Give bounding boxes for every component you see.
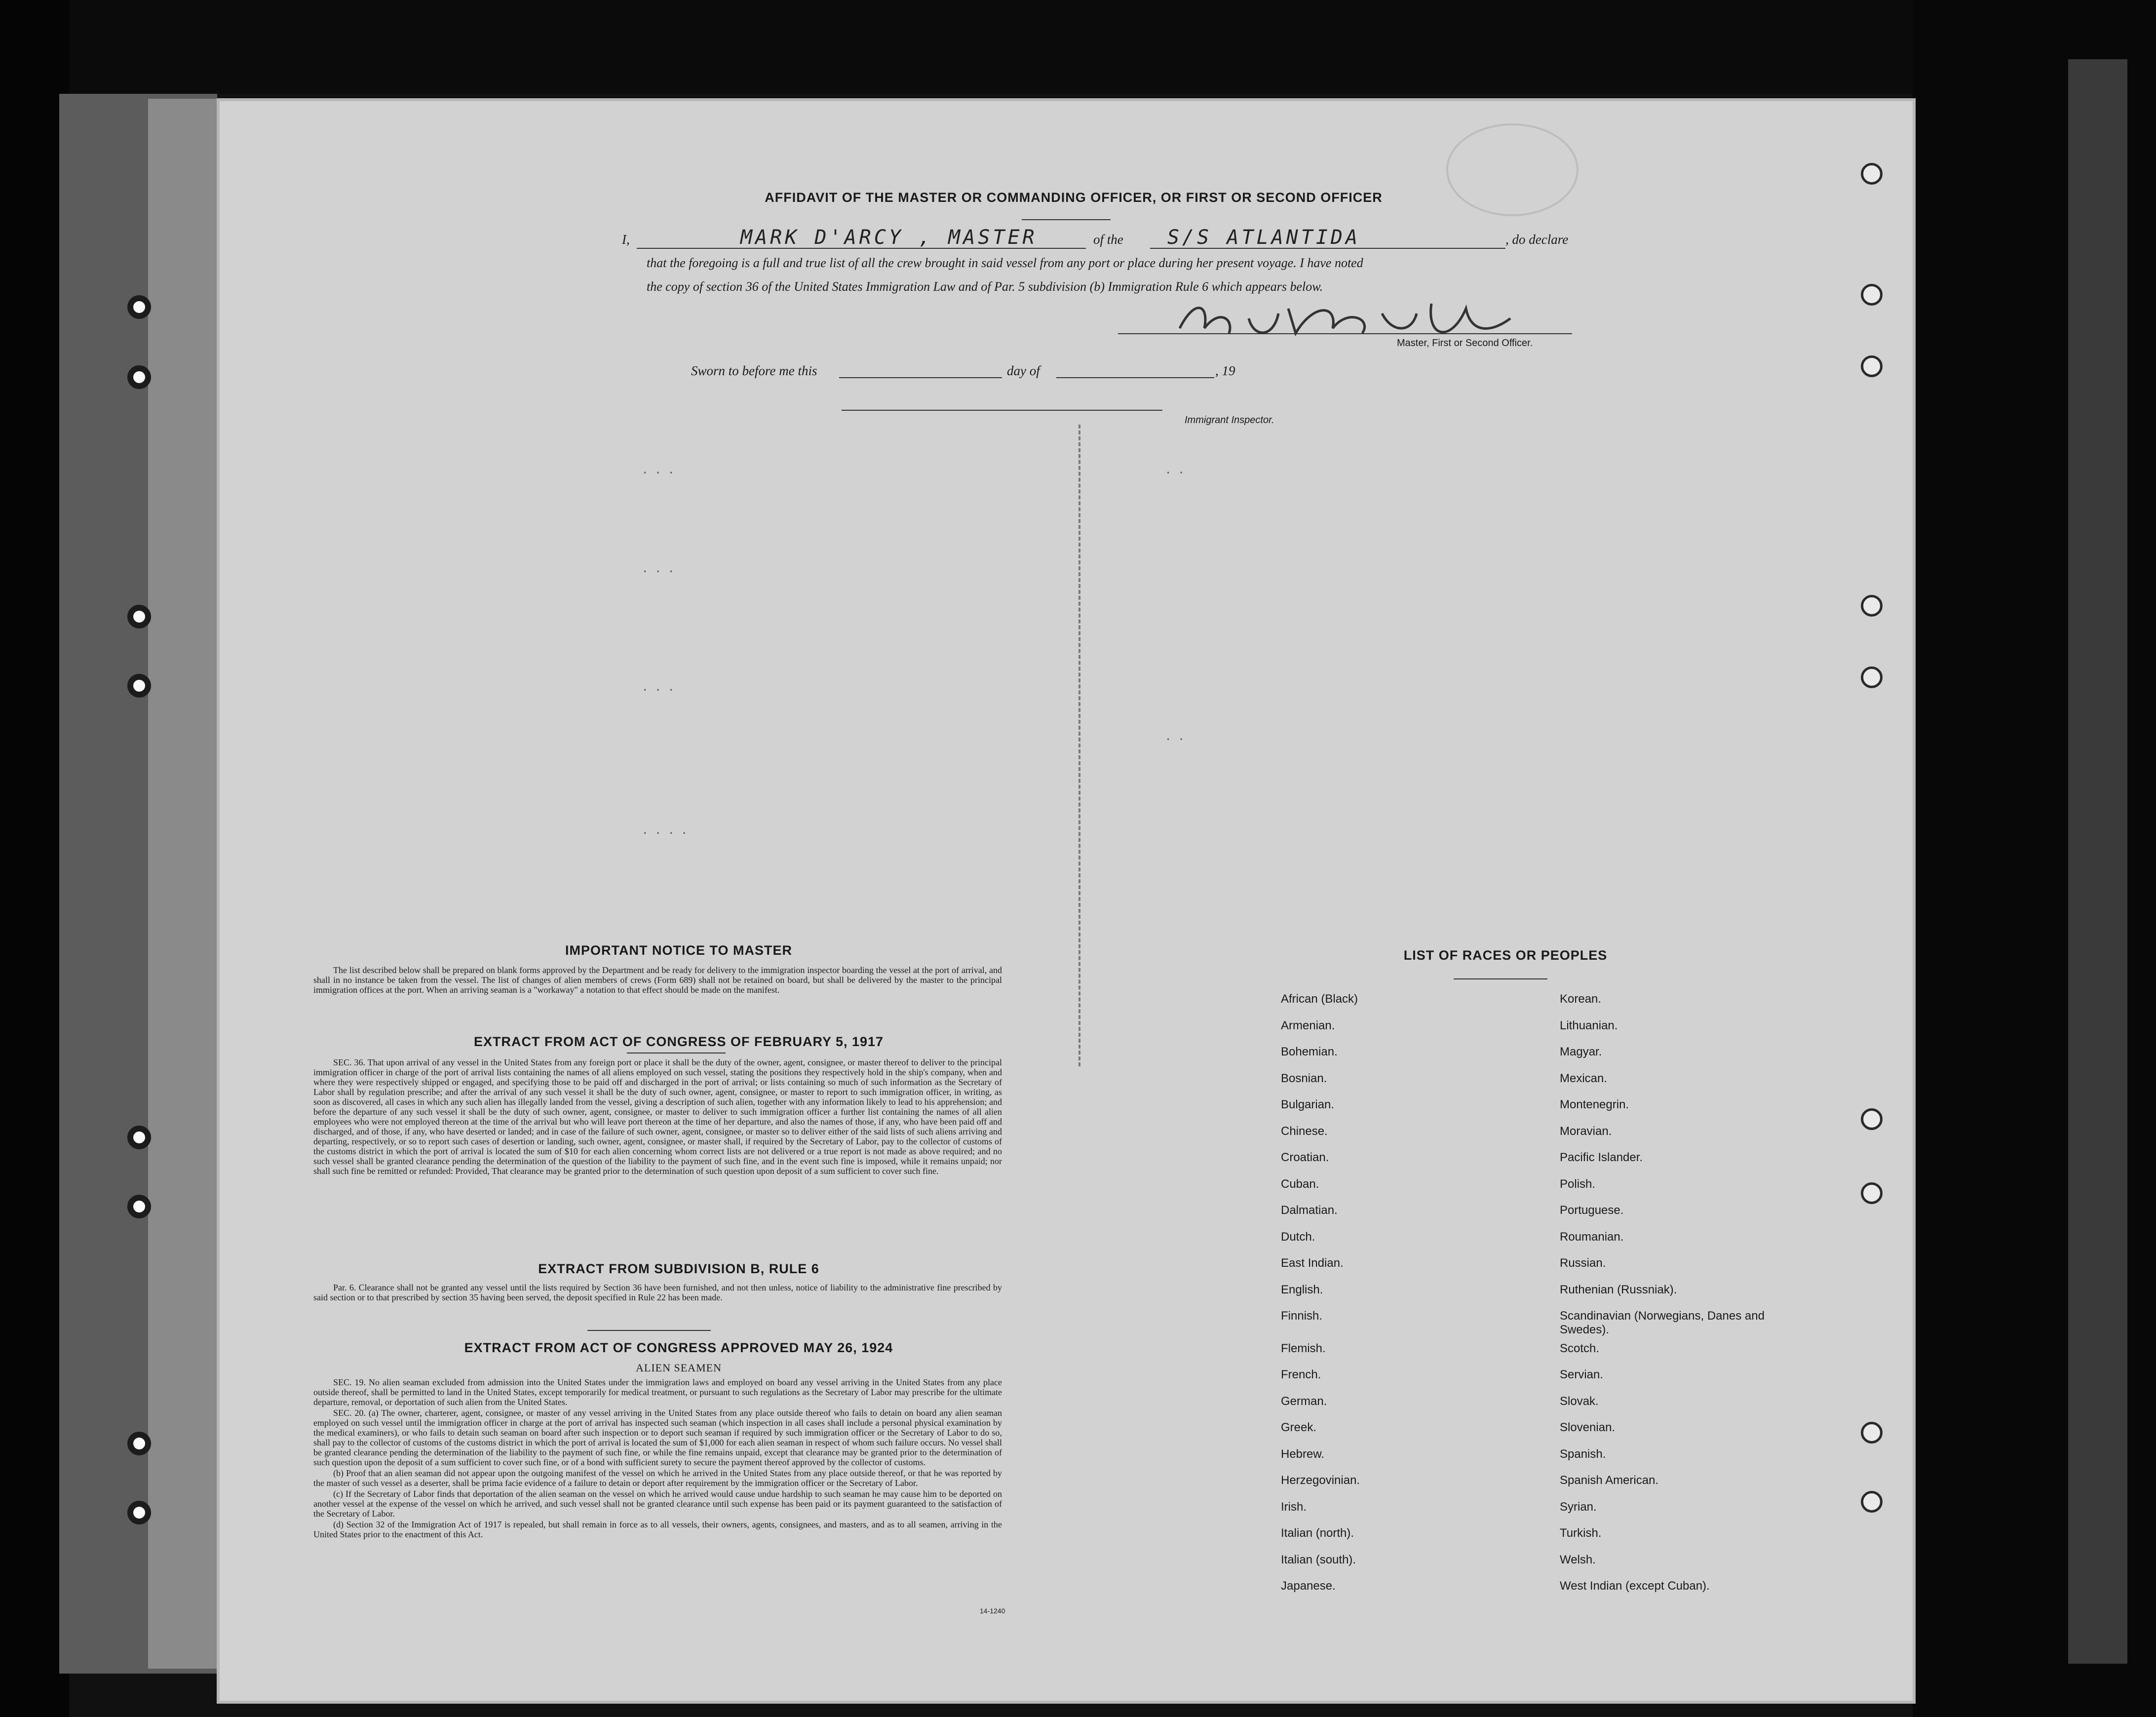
scan-background-left <box>0 0 69 1717</box>
race-item: Magyar. <box>1560 1045 1602 1058</box>
extract-1917-title: EXTRACT FROM ACT OF CONGRESS OF FEBRUARY 5, 1917 <box>473 1034 884 1049</box>
races-title-rule <box>1454 978 1547 979</box>
section-rule <box>587 1330 711 1331</box>
signature-rule <box>1118 333 1572 334</box>
race-item: Chinese. <box>1281 1124 1328 1138</box>
race-item: Scandinavian (Norwegians, Danes and Swedes). <box>1560 1309 1765 1336</box>
binder-hole <box>127 1195 151 1218</box>
race-item: Greek. <box>1281 1421 1317 1434</box>
binder-hole <box>127 1126 151 1149</box>
race-item: Bosnian. <box>1281 1071 1327 1085</box>
notice-title: IMPORTANT NOTICE TO MASTER <box>565 943 792 958</box>
scan-background-top <box>0 0 2156 94</box>
binder-hole <box>127 674 151 698</box>
race-item: Dutch. <box>1281 1230 1315 1244</box>
of-the-label: of the <box>1093 232 1123 247</box>
race-item: Irish. <box>1281 1500 1307 1514</box>
race-item: West Indian (except Cuban). <box>1560 1579 1710 1593</box>
race-item: Japanese. <box>1281 1579 1336 1593</box>
race-item: Hebrew. <box>1281 1447 1325 1461</box>
race-item: Pacific Islander. <box>1560 1151 1643 1164</box>
race-item: Bulgarian. <box>1281 1098 1335 1111</box>
page-hole <box>1861 595 1883 617</box>
binder-hole <box>127 1501 151 1524</box>
race-item: Italian (north). <box>1281 1526 1354 1540</box>
race-item: Korean. <box>1560 992 1602 1006</box>
extract-rule6-title: EXTRACT FROM SUBDIVISION B, RULE 6 <box>538 1261 819 1276</box>
binder-hole <box>127 605 151 628</box>
inspector-rule <box>842 410 1162 411</box>
signature-caption: Master, First or Second Officer. <box>1397 338 1533 349</box>
day-of-label: day of <box>1007 363 1040 378</box>
binder-hole <box>127 1432 151 1455</box>
race-item: Turkish. <box>1560 1526 1602 1540</box>
master-name-handwritten: MARK D'ARCY , MASTER <box>740 226 1038 249</box>
inspector-caption: Immigrant Inspector. <box>1185 415 1274 426</box>
page-hole <box>1861 1108 1883 1130</box>
races-title: LIST OF RACES OR PEOPLES <box>1403 948 1608 963</box>
binder-hole <box>127 295 151 319</box>
page-hole <box>1861 1491 1883 1513</box>
extract-1924-text <box>313 1377 1002 1540</box>
affidavit-i-label: I, <box>622 232 630 247</box>
sec-20c-paragraph: (c) If the Secretary of Labor finds that deportation of the alien seaman on the vessel on which he arrived would cause undue hardship to such seaman he may cause him to be deported on another vessel at the expense of the vessel on which he arrived, and such vessel shall not be granted clearance until such expense has been paid or its payment guaranteed to the satisfaction of the Secretary of Labor. <box>313 1489 1002 1519</box>
race-item: Bohemian. <box>1281 1045 1338 1058</box>
alien-seamen-subtitle: ALIEN SEAMEN <box>636 1362 722 1374</box>
sec-20d-paragraph: (d) Section 32 of the Immigration Act of 1917 is repealed, but shall remain in force as to all vessels, their owners, agents, consignees, and masters, and as to all seamen, arriving in the United States prior to the enactment of this Act. <box>313 1520 1002 1539</box>
race-item: Servian. <box>1560 1368 1604 1381</box>
race-item: Armenian. <box>1281 1018 1335 1032</box>
race-item: French. <box>1281 1368 1321 1381</box>
name-rule <box>637 248 1086 249</box>
sec-20b-paragraph: (b) Proof that an alien seaman did not appear upon the outgoing manifest of the vessel on which he arrived in the United States from any place outside thereof, or that he was reported by the master of such vessel as a deserter, shall be prima facie evidence of a failure to detain or deport after requirement by the immigration officer or the Secretary of Labor. <box>313 1468 1002 1488</box>
race-item: Lithuanian. <box>1560 1018 1618 1032</box>
race-item: Montenegrin. <box>1560 1098 1629 1111</box>
race-item: Flemish. <box>1281 1341 1326 1355</box>
notice-paragraph: The list described below shall be prepared on blank forms approved by the Department and be ready for delivery to the immigration inspector boarding the vessel at the port of arrival, and shall in no instance be taken from the vessel. The list of changes of alien members of crews (Form 689) shall not be retained on board, but shall be delivered by the master to the principal immigration offices at the port. When an arriving seaman is a "workaway" a notation to that effect should be made on the manifest. <box>313 965 1002 995</box>
page-hole <box>1861 355 1883 377</box>
form-number: 14-1240 <box>980 1607 1005 1615</box>
affidavit-title: AFFIDAVIT OF THE MASTER OR COMMANDING OFFICER, OR FIRST OR SECOND OFFICER <box>765 190 1383 205</box>
race-item: Russian. <box>1560 1256 1606 1270</box>
page-hole <box>1861 1182 1883 1204</box>
faint-dots: . . <box>1165 731 1185 743</box>
race-item: Finnish. <box>1281 1309 1323 1323</box>
do-declare-label: , do declare <box>1505 232 1569 247</box>
page-hole <box>1861 666 1883 688</box>
extract-rule6-paragraph: Par. 6. Clearance shall not be granted any vessel until the lists required by Section 36 have been furnished, and not then unless, notice of liability to the administrative fine prescribed by said section or to that prescribed by section 35 having been served, the deposit specified in Rule 22 has been made. <box>313 1283 1002 1302</box>
section-rule <box>627 1053 726 1054</box>
page-hole <box>1861 1422 1883 1444</box>
affidavit-line-2: the copy of section 36 of the United States Immigration Law and of Par. 5 subdivision (b) Immigration Rule 6 which appears below. <box>647 279 1323 294</box>
faint-dots: . . <box>1165 464 1185 476</box>
page-hole <box>1861 163 1883 185</box>
sec-20a-paragraph: SEC. 20. (a) The owner, charterer, agent, consignee, or master of any vessel arriving in the United States from any place outside thereof who fails to detain on board any alien seaman employed on such vessel until the immigration officer in charge at the port of arrival has inspected such seaman (which inspection in all cases shall include a personal physical examination by the medical examiners), or who fails to detain such seaman on board after such inspection or to deport such seaman if required by such immigration officer or the Secretary of Labor to do so, shall pay to the collector of customs of the customs district in which the port of arrival is located the sum of $1,000 for each alien seaman in respect of whom such failure occurs. No vessel shall be granted clearance pending the determination of the liability to the payment of such fine, or while the fine remains unpaid, except that clearance may be granted prior to the determination of such question upon the deposit of a sum sufficient to cover such fine, or of a bond with sufficient surety to secure the payment thereof approved by the collector of customs. <box>313 1408 1002 1467</box>
affidavit-line-1: that the foregoing is a full and true list of all the crew brought in said vessel from any port or place during her present voyage. I have noted <box>647 256 1363 270</box>
faint-dots: . . . <box>642 681 675 694</box>
race-item: Croatian. <box>1281 1151 1329 1164</box>
faint-dots: . . . <box>642 464 675 476</box>
extract-1924-title: EXTRACT FROM ACT OF CONGRESS APPROVED MAY 26, 1924 <box>464 1340 893 1355</box>
race-item: Polish. <box>1560 1177 1596 1191</box>
race-item: Portuguese. <box>1560 1204 1624 1217</box>
race-item: Roumanian. <box>1560 1230 1624 1244</box>
title-rule <box>1022 219 1111 220</box>
binder-inner-strip <box>148 99 222 1669</box>
race-item: Dalmatian. <box>1281 1204 1338 1217</box>
sworn-day-rule <box>839 377 1002 378</box>
binder-hole <box>127 365 151 389</box>
extract-1917-text <box>313 1057 1002 1177</box>
race-item: Mexican. <box>1560 1071 1608 1085</box>
race-item: Welsh. <box>1560 1553 1596 1566</box>
sec-19-paragraph: SEC. 19. No alien seaman excluded from admission into the United States under the immigration laws and employed on board any vessel arriving in the United States from any place outside thereof, shall be permitted to land in the United States, except temporarily for medical treatment, or pursuant to such regulations as the Secretary of Labor may prescribe for the ultimate departure, removal, or deportation of such alien from the United States. <box>313 1377 1002 1407</box>
vessel-rule <box>1150 248 1505 249</box>
extract-1917-paragraph: SEC. 36. That upon arrival of any vessel in the United States from any foreign port or place it shall be the duty of the owner, agent, consignee, or master thereof to deliver to the principal immigration officer in charge of the port of arrival lists containing the names of all aliens employed on such vessel, stating the positions they respectively hold in the ship's company, when and where they were respectively shipped or engaged, and specifying those to be paid off and discharged in the port of arrival; or lists containing so much of such information as the Secretary of Labor shall by regulation prescribe; and after the arrival of any such vessel it shall be the duty of such owner, agent, consignee, or master to report to such immigration officer, in writing, as soon as discovered, all cases in which any such alien has illegally landed from the vessel, giving a description of such alien, together with any information likely to lead to his apprehension; and before the departure of any such vessel it shall be the duty of such owner, agent, consignee, or master to deliver to such immigration officer a further list containing the names of all alien employees who were not employed thereon at the time of the arrival but who will leave port thereon at the time of her departure, and also the names of those, if any, who have been paid off and discharged, and of those, if any, who have deserted or landed; and in case of the failure of such owner, agent, consignee, or master so to deliver either of the said lists of such aliens arriving and departing, respectively, or so to report such cases of desertion or landing, such owner, agent, consignee, or master shall, if required by the Secretary of Labor, pay to the collector of customs of the customs district in which the port of arrival is located the sum of $10 for each alien concerning whom correct lists are not delivered or a true report is not made as above required; and no such vessel shall be granted clearance pending the determination of the question of the liability to the payment of such fine, and in the event such fine is imposed, while it remains unpaid; nor shall such fine be remitted or refunded: Provided, That clearance may be granted prior to the determination of such question upon deposit of a sum sufficient to cover such fine. <box>313 1057 1002 1176</box>
race-item: Scotch. <box>1560 1341 1600 1355</box>
extract-rule6-text <box>313 1283 1002 1303</box>
race-item: Ruthenian (Russniak). <box>1560 1283 1677 1296</box>
race-item: Herzegovinian. <box>1281 1474 1360 1487</box>
race-item: Slovenian. <box>1560 1421 1616 1434</box>
sworn-month-rule <box>1056 377 1214 378</box>
year-prefix: , 19 <box>1215 363 1235 378</box>
race-item: Spanish American. <box>1560 1474 1659 1487</box>
faint-dots: . . . <box>642 563 675 575</box>
race-item: African (Black) <box>1281 992 1358 1006</box>
center-fold-line <box>1078 425 1080 1066</box>
notice-text <box>313 965 1002 996</box>
binder-right-strip <box>2068 59 2127 1664</box>
race-item: East Indian. <box>1281 1256 1344 1270</box>
page-hole <box>1861 284 1883 306</box>
race-item: Italian (south). <box>1281 1553 1356 1566</box>
race-item: Moravian. <box>1560 1124 1612 1138</box>
race-item: Syrian. <box>1560 1500 1597 1514</box>
sworn-label: Sworn to before me this <box>691 363 817 378</box>
race-item: Cuban. <box>1281 1177 1319 1191</box>
race-item: German. <box>1281 1394 1327 1408</box>
race-item: Spanish. <box>1560 1447 1606 1461</box>
race-item: English. <box>1281 1283 1323 1296</box>
vessel-name-handwritten: S/S ATLANTIDA <box>1167 226 1361 249</box>
race-item: Slovak. <box>1560 1394 1599 1408</box>
faint-dots: . . . . <box>642 824 688 837</box>
